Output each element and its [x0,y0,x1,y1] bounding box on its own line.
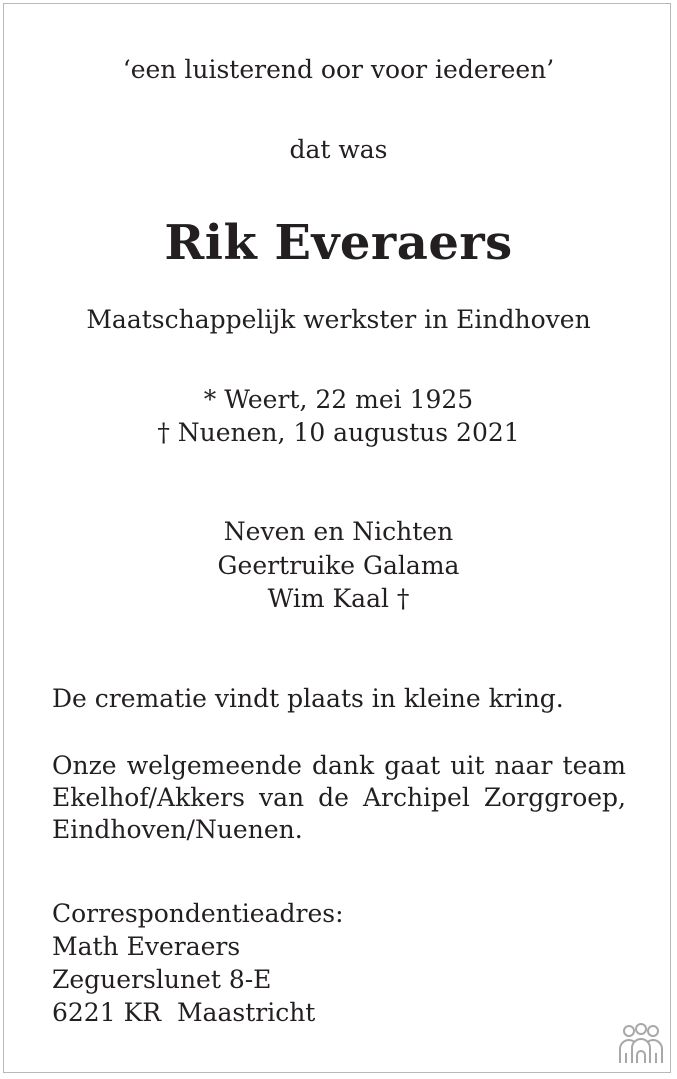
deceased-name: Rik Everaers [164,215,513,271]
relative-line: Geertruike Galama [217,551,460,580]
correspondence-city: 6221 KR Maastricht [52,998,316,1027]
correspondence-address [52,898,626,1030]
birth-line: * Weert, 22 mei 1925 [203,385,474,414]
notice-intro: dat was [289,135,388,164]
correspondence-street: Zeguerslunet 8-E [52,965,272,994]
thanks-line: Onze welgemeende dank gaat uit naar team [52,751,626,780]
cremation-text: De crematie vindt plaats in kleine kring. [52,684,564,713]
deceased-occupation: Maatschappelijk werkster in Eindhoven [86,305,591,334]
thanks-line: Eindhoven/Nuenen. [52,815,303,844]
correspondence-label: Correspondentieadres: [52,899,344,928]
relative-line: Neven en Nichten [223,517,454,546]
correspondence-name: Math Everaers [52,932,241,961]
death-line: † Nuenen, 10 augustus 2021 [157,418,520,447]
notice-quote: ‘een luisterend oor voor iedereen’ [122,55,555,84]
thanks-paragraph [52,750,626,846]
people-group-icon [617,1023,665,1065]
relative-line: Wim Kaal † [267,584,410,613]
thanks-line: Ekelhof/Akkers van de Archipel Zorggroep, [52,783,626,812]
